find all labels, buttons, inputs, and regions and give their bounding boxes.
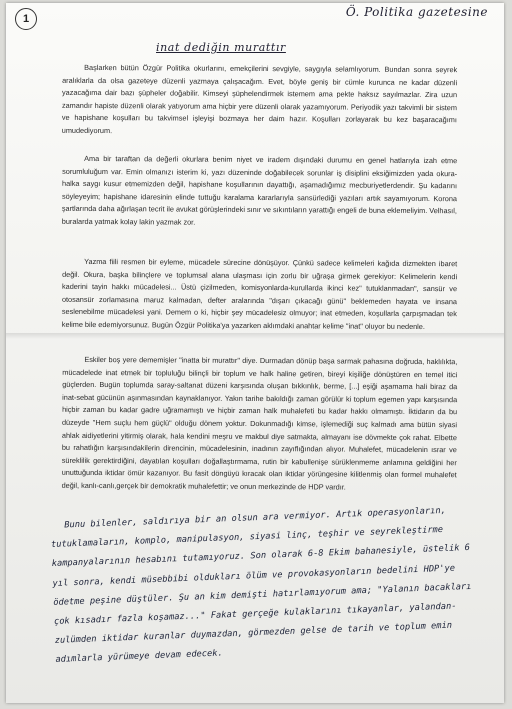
paragraph-3: Yazma fiili resmen bir eyleme, mücadele sürecine dönüşüyor. Çünkü sadece kelimeleri kağıda dizmekten ibaret değil. Okura, başka bilinçlere ve toplumsal alana ulaşması için zorlu bir uğraşa girmek gerekiyor: Kelimelerin kendi kaderini tayin hakkı mücadelesi... Üstü çizilmeden, komisyonlarda-kurullarda ikinci kez" tutuklanmadan", sansür ve otosansür zorlamasına maruz kalmadan, defter aralarında "dışarı çıkacağı günü" beklemeden hayata ve insana seslenebilme mücadelesi yani. Demem o ki, hiçbir şey mücadelesiz olmuyor; inat etmeden, koşullarla çarpışmadan tek kelime bile edemiyorsunuz. Bugün Özgür Politika'ya yazarken aklımdaki anahtar kelime "inat" oluyor bu nedenle.: [61, 256, 458, 331]
letter-page: [6, 3, 504, 703]
paragraph-4: Eskiler boş yere dememişler "inatta bir murattır" diye. Durmadan dönüp başa sarmak pahasına doğruda, haklılıkta, mücadelede inat etmek bir topluluğu bilinçli bir toplum ve halk haline getiren, bireyi kişiliğe dönüştüren en temel itici güçlerden. Bugün toplumda saray-saltanat düzeni karşısında oluşan bıkkınlık, berme, [...] eşiği aşamama hali biraz da inat-sebat gücünün aşınmasından kaynaklanıyor. Yakın tarihe bakıldığı zaman görülür ki toplum egemen yapı karşısında hiçbir zaman bu kadar gadre uğramamıştı ve hiçbir zaman halk muhalefeti bu kadar hakkı olmamıştı. İktidarın da bu düzeyde "Hem suçlu hem güçlü" olduğu dönem yoktur. Dokunmadığı kimse, işlemediği suç kalmadı ama bütün siyasi ahlak aidiyetlerini yitirmiş olarak, hala kendini meşru ve makbul diye satmakta, almayanı ise dövmekte çok rahat. Elbette bu rahatlığın karşısındakilerin direncinin, mücadelesinin, inadının zayıflığından alıyor. Muhalefet, mücadelenin ısrar ve süreklilik gerektirdiğini, dayatılan koşulları doğallaştırmama, rutin bir kabullenişe sürüklenmeme anlamına geldiğini her unuttuğunda iktidar ömür kazanıyor. Bu fasit döngüyü kıracak olan iktidar yörüngesine kilitlenmiş olan formel muhalefet değil, kanlı-canlı,gerçek bir demokratik muhalefettir; ve onun merkezinde de HDP vardır.: [61, 354, 458, 492]
page-number-circle: 1: [15, 8, 37, 30]
paper-fold-crease: [6, 333, 504, 339]
recipient-heading: Ö. Politika gazetesine: [345, 5, 488, 19]
letter-title: inat dediğin murattır: [156, 41, 286, 54]
handwritten-note: Bunu bilenler, saldırıya bir an olsun ara vermiyor. Artık operasyonların, tutuklamaların, komplo, manipulasyon, siyasi linç, teşhir ve seyrekleştirme kampanyalarının hesabını tutamıyoruz. Son olarak 6-8 Ekim bahanesiyle, üstelik 6 yıl sonra, kendi müsebbibi oldukları ölüm ve provokasyonların bedelini HDP'ye ödetme peşine düştüler. Şu an kim demişti hatırlamıyorum ama; "Yalanın bacakları çok kısadır fazla koşamaz..." Fakat gerçeğe kulaklarını tıkayanlar, yalandan-zulümden iktidar kuranlar duymazdan, görmezden gelse de tarih ve toplum emin adımlarla yürümeye devam edecek.: [50, 505, 472, 666]
paragraph-1: Başlarken bütün Özgür Politika okurlarını, emekçilerini sevgiyle, saygıyla selamlıyorum. Bundan sonra seyrek aralıklarla da olsa gazeteye düzenli yazmaya çalışacağım. Evet, böyle geniş bir cümle kurunca ne kadar düzenli yazacağıma dair bazı şüpheler doğabilir. Kimseyi şüphelendirmek istemem ama pekte haksız sayılmazlar. Zira uzun zamandır hapiste düzenli olarak yatıyorum ama hiçbir yere düzenli olarak yazamıyorum. Periyodik yazı takvimli bir sistem ve hapishane koşulları bu takvimsel işleyişi bozmaya her daim hazır. Koşulları zorlayarak bu kez başaracağımı umudediyorum.: [61, 62, 458, 136]
paragraph-2: Ama bir taraftan da değerli okurlara benim niyet ve iradem dışındaki durumu en genel hatlarıyla izah etme sorumluluğum var. Emin olmanızı isterim ki, yazı düzeninde doğabilecek sorunlar iş disiplini eksiğimizden yada okura-halka saygı kusur etmemizden değil, hapishane koşullarının dayattığı, aşamadığımız mecburiyetlerdendir. Şu kadarını söyleyeyim; hapishane idaresinin elinde tuttuğu karalama kararlarıyla sansürlediği yazıları artık sayamıyorum. Korona şartlarında daha ağırlaşan tecrit ile avukat görüşlerindeki sınır ve sıkıntıların yarattığı engeli de buna eklemeliyim. Velhasıl, buralarda yatmak kolay lakin yazmak zor.: [61, 153, 458, 227]
